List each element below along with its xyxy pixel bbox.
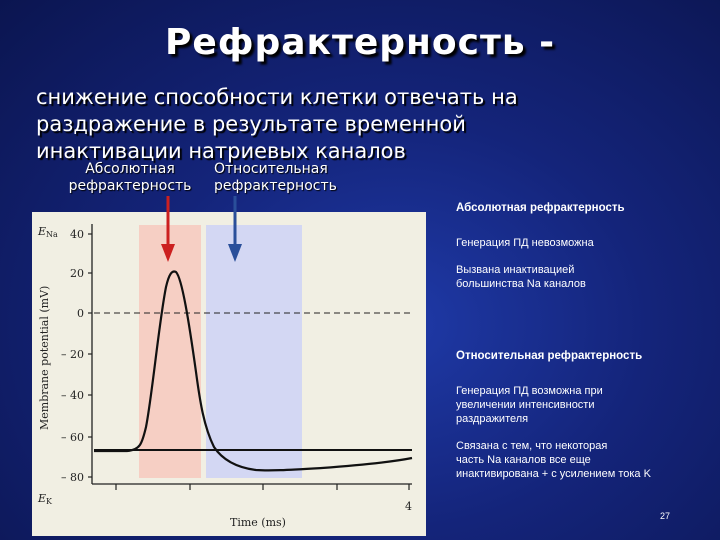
x-axis-title: Time (ms)	[230, 516, 286, 529]
relative-panel-text-2	[456, 439, 716, 481]
panel-line: увеличении интенсивности	[456, 399, 595, 411]
relative-refractory-panel	[456, 349, 716, 481]
relative-panel-heading: Относительная рефрактерность	[456, 350, 643, 362]
panel-line: большинства Na каналов	[456, 278, 586, 290]
panel-line: Связана с тем, что некоторая	[456, 440, 608, 452]
y-tick-label: 40	[70, 228, 84, 241]
panel-line: Вызвана инактивацией	[456, 264, 575, 276]
x-tick-value: 4	[405, 500, 412, 513]
y-tick-label: 20	[70, 267, 84, 280]
panel-line: Генерация ПД возможна при	[456, 385, 603, 397]
slide-subtitle	[36, 84, 636, 165]
relative-refractory-label	[214, 161, 364, 195]
e-na-subscript: Na	[46, 230, 58, 239]
relative-refractory-band	[206, 225, 302, 478]
e-na-label	[37, 225, 58, 239]
absolute-panel-text-1	[456, 236, 716, 250]
subtitle-line: снижение способности клетки отвечать на	[36, 85, 518, 109]
subtitle-line: раздражение в результате временной	[36, 112, 466, 136]
panel-line: часть Na каналов все еще	[456, 454, 591, 466]
label-line: Абсолютная	[85, 161, 175, 177]
y-tick-label: 0	[77, 307, 84, 320]
e-na-symbol: E	[38, 225, 47, 238]
action-potential-plot	[32, 212, 426, 536]
panel-line: раздражителя	[456, 413, 529, 425]
absolute-refractory-band	[139, 225, 201, 478]
subtitle-line: инактивации натриевых каналов	[36, 139, 406, 163]
label-line: Относительная	[214, 161, 328, 177]
label-line: рефрактерность	[214, 178, 337, 194]
absolute-panel-text-2	[456, 263, 716, 291]
absolute-refractory-panel	[456, 201, 716, 291]
absolute-panel-heading: Абсолютная рефрактерность	[456, 202, 625, 214]
y-tick-label: – 20	[61, 348, 84, 361]
y-tick-label: – 60	[61, 431, 84, 444]
panel-line: инактивирована + с усилением тока K	[456, 468, 651, 480]
panel-line: Генерация ПД невозможна	[456, 237, 594, 249]
y-tick-labels	[61, 228, 84, 484]
y-tick-label: – 40	[61, 389, 84, 402]
e-k-label	[37, 492, 53, 506]
y-tick-label: – 80	[61, 471, 84, 484]
e-k-subscript: K	[46, 497, 53, 506]
x-ticks	[116, 484, 409, 490]
page-number: 27	[660, 511, 671, 521]
absolute-refractory-label	[62, 161, 198, 195]
y-axis-title: Membrane potential (mV)	[38, 285, 51, 430]
e-k-symbol: E	[38, 492, 47, 505]
label-line: рефрактерность	[68, 178, 192, 194]
relative-panel-text-1	[456, 384, 716, 426]
slide-title: Рефрактерность -	[164, 22, 556, 63]
action-potential-figure	[32, 212, 426, 536]
